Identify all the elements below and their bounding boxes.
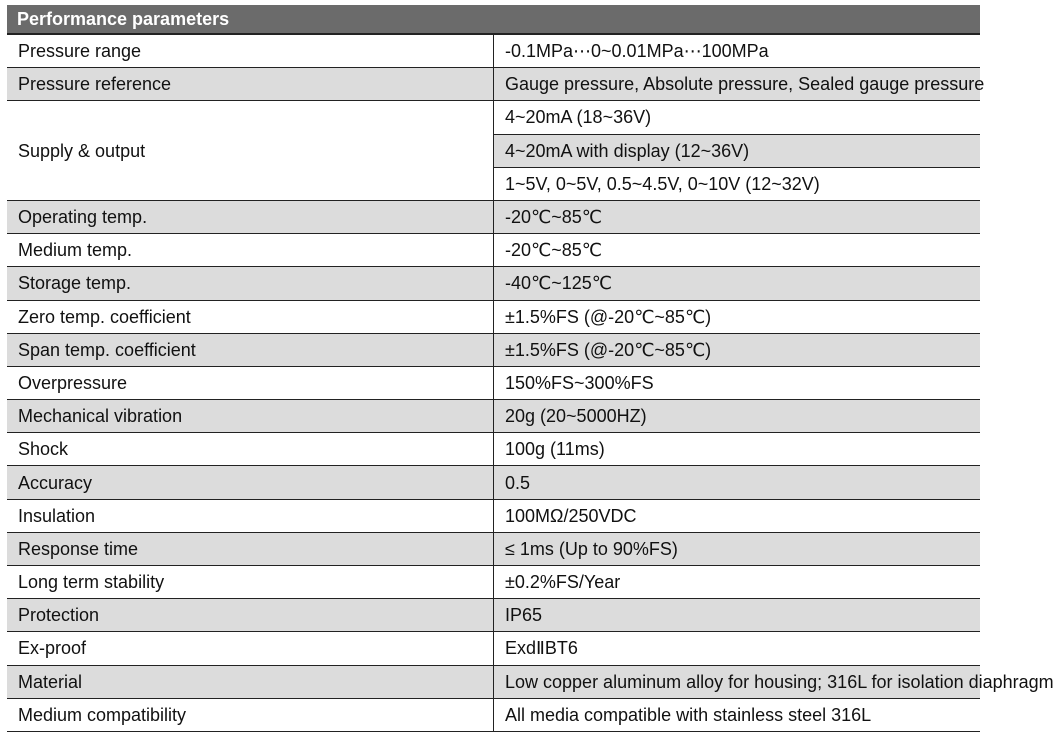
table-row — [7, 300, 980, 333]
table-row — [7, 532, 980, 565]
param-label: Pressure range — [7, 34, 494, 68]
param-label: Medium compatibility — [7, 698, 494, 731]
table-row — [7, 200, 980, 233]
param-value: 20g (20~5000HZ) — [494, 400, 981, 433]
param-value: -20℃~85℃ — [494, 200, 981, 233]
param-value: 100g (11ms) — [494, 433, 981, 466]
performance-parameters-table — [7, 5, 1054, 732]
table-row — [7, 499, 980, 532]
table-row — [7, 599, 980, 632]
param-label: Medium temp. — [7, 234, 494, 267]
param-label: Overpressure — [7, 366, 494, 399]
table-row — [7, 68, 980, 101]
param-value: IP65 — [494, 599, 981, 632]
param-value: 100MΩ/250VDC — [494, 499, 981, 532]
param-value: 0.5 — [494, 466, 981, 499]
param-value: -0.1MPa⋯0~0.01MPa⋯100MPa — [494, 34, 981, 68]
param-label: Protection — [7, 599, 494, 632]
param-label: Response time — [7, 532, 494, 565]
param-label: Mechanical vibration — [7, 400, 494, 433]
param-label: Material — [7, 665, 494, 698]
param-label: Storage temp. — [7, 267, 494, 300]
table-row — [7, 101, 980, 134]
param-value: ExdⅡBT6 — [494, 632, 981, 665]
table-header: Performance parameters — [7, 5, 980, 34]
param-value: 1~5V, 0~5V, 0.5~4.5V, 0~10V (12~32V) — [494, 167, 981, 200]
table-row — [7, 433, 980, 466]
table-row — [7, 400, 980, 433]
table-row — [7, 267, 980, 300]
table-row — [7, 366, 980, 399]
param-label: Long term stability — [7, 566, 494, 599]
param-value: 4~20mA with display (12~36V) — [494, 134, 981, 167]
param-value: 4~20mA (18~36V) — [494, 101, 981, 134]
table-row — [7, 333, 980, 366]
param-label: Ex-proof — [7, 632, 494, 665]
table-header-row — [7, 5, 980, 34]
table-row — [7, 665, 980, 698]
param-value: All media compatible with stainless steel 316L — [494, 698, 981, 731]
param-label: Operating temp. — [7, 200, 494, 233]
param-value: ±0.2%FS/Year — [494, 566, 981, 599]
table-row — [7, 698, 980, 731]
param-value: 150%FS~300%FS — [494, 366, 981, 399]
table-row — [7, 466, 980, 499]
table-row — [7, 566, 980, 599]
param-value: Gauge pressure, Absolute pressure, Sealed gauge pressure — [494, 68, 981, 101]
table-row — [7, 34, 980, 68]
param-label: Accuracy — [7, 466, 494, 499]
param-value: -40℃~125℃ — [494, 267, 981, 300]
param-label: Pressure reference — [7, 68, 494, 101]
param-label: Supply & output — [7, 101, 494, 201]
param-value: -20℃~85℃ — [494, 234, 981, 267]
param-value: Low copper aluminum alloy for housing; 316L for isolation diaphragm — [494, 665, 981, 698]
param-label: Insulation — [7, 499, 494, 532]
param-value: ±1.5%FS (@-20℃~85℃) — [494, 333, 981, 366]
param-value: ≤ 1ms (Up to 90%FS) — [494, 532, 981, 565]
table-row — [7, 632, 980, 665]
table-row — [7, 234, 980, 267]
param-label: Shock — [7, 433, 494, 466]
param-label: Span temp. coefficient — [7, 333, 494, 366]
param-value: ±1.5%FS (@-20℃~85℃) — [494, 300, 981, 333]
param-label: Zero temp. coefficient — [7, 300, 494, 333]
